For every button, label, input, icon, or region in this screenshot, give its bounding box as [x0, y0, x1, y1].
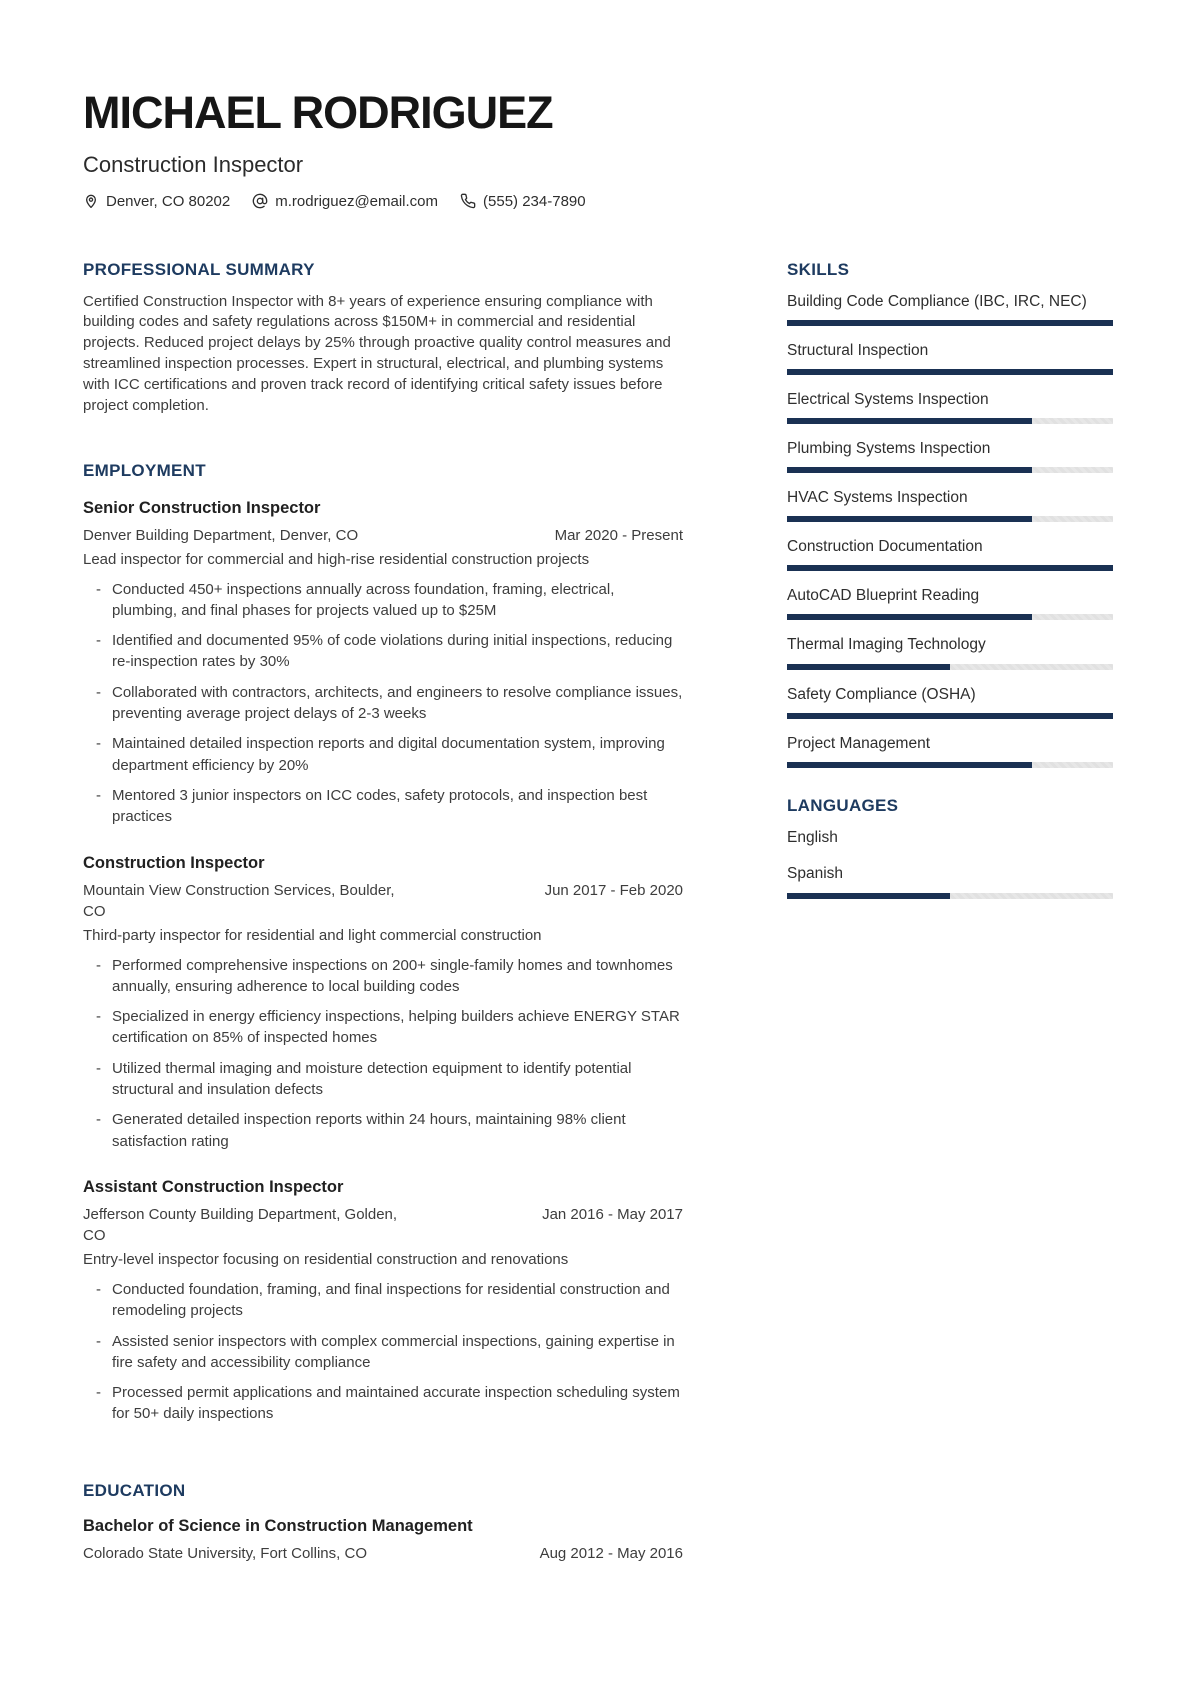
skill-bar-track — [787, 614, 1113, 620]
job-company: Jefferson County Building Department, Golden, CO — [83, 1205, 398, 1244]
job-bullet: - Performed comprehensive inspections on 200+ single-family homes and townhomes annually, ensuring adherence to local building codes — [83, 955, 683, 998]
job-bullet: - Processed permit applications and maintained accurate inspection scheduling system for 50+ daily inspections — [83, 1382, 683, 1425]
skill-bar-track — [787, 664, 1113, 670]
language-label: English — [787, 828, 838, 846]
job-role-title: Construction Inspector — [83, 853, 265, 872]
section-employment — [83, 461, 683, 1425]
job-bullet: - Specialized in energy efficiency inspections, helping builders achieve ENERGY STAR certification on 85% of inspected homes — [83, 1006, 683, 1049]
language-bar-track — [787, 893, 1113, 899]
skill-bar-track — [787, 713, 1113, 719]
main-column — [83, 260, 683, 1564]
job-bullets — [83, 955, 683, 1152]
skill-bar-fill — [787, 565, 1113, 571]
skill-bar-track — [787, 762, 1113, 768]
skill-item — [787, 734, 1113, 768]
job-role-title: Assistant Construction Inspector — [83, 1177, 344, 1196]
sidebar-column — [787, 260, 1113, 1564]
school-name: Colorado State University, Fort Collins, CO — [83, 1544, 367, 1562]
education-heading: EDUCATION — [83, 1480, 186, 1500]
job-bullet: - Generated detailed inspection reports within 24 hours, maintaining 98% client satisfaction rating — [83, 1109, 683, 1152]
job-bullet: - Identified and documented 95% of code violations during initial inspections, reducing re-inspection rates by 30% — [83, 630, 683, 673]
skill-label: Safety Compliance (OSHA) — [787, 685, 976, 703]
skill-item — [787, 390, 1113, 424]
at-sign-icon — [252, 193, 268, 209]
job-entry — [83, 1178, 683, 1425]
job-bullet: - Assisted senior inspectors with complex commercial inspections, gaining expertise in fire safety and accessibility compliance — [83, 1331, 683, 1374]
job-bullet: - Conducted foundation, framing, and final inspections for residential construction and remodeling projects — [83, 1279, 683, 1322]
skill-bar-fill — [787, 713, 1113, 719]
skill-bar-fill — [787, 664, 950, 670]
language-item — [787, 864, 1113, 899]
skill-bar-track — [787, 565, 1113, 571]
contact-location — [83, 193, 230, 210]
skill-label: Thermal Imaging Technology — [787, 636, 986, 654]
job-dates: Jun 2017 - Feb 2020 — [544, 881, 683, 899]
skill-label: Structural Inspection — [787, 341, 929, 359]
person-job-title: Construction Inspector — [83, 151, 304, 177]
job-role-title: Senior Construction Inspector — [83, 498, 321, 517]
job-bullet: - Maintained detailed inspection reports and digital documentation system, improving department efficiency by 20% — [83, 733, 683, 776]
language-label: Spanish — [787, 865, 844, 883]
skill-item — [787, 488, 1113, 522]
summary-text: Certified Construction Inspector with 8+ years of experience ensuring compliance with building codes and safety regulations across $150M+ in commercial and residential projects. Reduced project delays by 25% through proactive quality control measures and streamlined inspection processes. Expert in structural, electrical, and plumbing systems with ICC certifications and proven track record of identifying critical safety issues before project completion. — [83, 292, 671, 414]
person-name: MICHAEL RODRIGUEZ — [83, 87, 553, 138]
skill-bar-fill — [787, 418, 1032, 424]
skill-bar-track — [787, 516, 1113, 522]
phone-icon — [460, 193, 476, 209]
languages-list — [787, 828, 1113, 899]
languages-heading: LANGUAGES — [787, 795, 899, 815]
education-school-row — [83, 1543, 683, 1564]
education-dates: Aug 2012 - May 2016 — [539, 1544, 683, 1562]
degree-title: Bachelor of Science in Construction Management — [83, 1516, 473, 1535]
skill-bar-fill — [787, 467, 1032, 473]
job-description: Entry-level inspector focusing on residential construction and renovations — [83, 1250, 569, 1268]
skills-list — [787, 292, 1113, 768]
job-entry — [83, 854, 683, 1152]
skill-item — [787, 685, 1113, 719]
skill-label: Building Code Compliance (IBC, IRC, NEC) — [787, 292, 1087, 310]
job-description: Third-party inspector for residential and light commercial construction — [83, 926, 542, 944]
language-bar-fill — [787, 893, 950, 899]
job-bullet: - Collaborated with contractors, architects, and engineers to resolve compliance issues, preventing average project delays of 2-3 weeks — [83, 682, 683, 725]
skill-item — [787, 635, 1113, 669]
job-bullet: - Conducted 450+ inspections annually across foundation, framing, electrical, plumbing, and final phases for projects valued up to $25M — [83, 579, 683, 622]
skills-heading: SKILLS — [787, 259, 850, 279]
skill-bar-fill — [787, 516, 1032, 522]
skill-bar-fill — [787, 320, 1113, 326]
skill-bar-fill — [787, 369, 1113, 375]
skill-item — [787, 537, 1113, 571]
skill-bar-track — [787, 369, 1113, 375]
section-professional-summary — [83, 260, 683, 417]
language-item — [787, 828, 1113, 848]
job-company: Denver Building Department, Denver, CO — [83, 526, 359, 544]
job-dates: Jan 2016 - May 2017 — [542, 1205, 683, 1223]
skill-item — [787, 586, 1113, 620]
contact-email-text: m.rodriguez@email.com — [275, 192, 439, 210]
skill-label: Electrical Systems Inspection — [787, 390, 989, 408]
contact-email — [252, 193, 438, 210]
skill-item — [787, 439, 1113, 473]
section-skills — [787, 260, 1113, 768]
skill-label: Plumbing Systems Inspection — [787, 439, 991, 457]
job-company-row — [83, 525, 683, 546]
job-bullets — [83, 1279, 683, 1425]
contact-phone-text: (555) 234-7890 — [483, 192, 586, 210]
job-bullet: - Utilized thermal imaging and moisture detection equipment to identify potential structural and insulation defects — [83, 1058, 683, 1101]
job-bullets — [83, 579, 683, 828]
summary-heading: PROFESSIONAL SUMMARY — [83, 259, 315, 279]
job-company-row — [83, 880, 683, 922]
skill-label: HVAC Systems Inspection — [787, 489, 968, 507]
section-education — [83, 1481, 683, 1564]
job-company: Mountain View Construction Services, Boulder, CO — [83, 881, 395, 920]
section-languages — [787, 796, 1113, 899]
jobs-list — [83, 499, 683, 1425]
skill-bar-fill — [787, 614, 1032, 620]
employment-heading: EMPLOYMENT — [83, 460, 206, 480]
resume-body — [83, 260, 1113, 1564]
resume-header — [83, 88, 1113, 210]
skill-bar-track — [787, 320, 1113, 326]
location-pin-icon — [83, 193, 99, 209]
skill-label: AutoCAD Blueprint Reading — [787, 587, 980, 605]
skill-bar-track — [787, 467, 1113, 473]
job-company-row — [83, 1204, 683, 1246]
skill-item — [787, 292, 1113, 326]
job-dates: Mar 2020 - Present — [554, 526, 683, 544]
job-description: Lead inspector for commercial and high-rise residential construction projects — [83, 550, 590, 568]
skill-bar-track — [787, 418, 1113, 424]
skill-item — [787, 341, 1113, 375]
contact-location-text: Denver, CO 80202 — [106, 192, 231, 210]
job-entry — [83, 499, 683, 828]
job-bullet: - Mentored 3 junior inspectors on ICC codes, safety protocols, and inspection best practices — [83, 785, 683, 828]
skill-bar-fill — [787, 762, 1032, 768]
contact-row — [83, 193, 1113, 210]
skill-label: Construction Documentation — [787, 538, 983, 556]
skill-label: Project Management — [787, 734, 931, 752]
contact-phone — [460, 193, 586, 210]
